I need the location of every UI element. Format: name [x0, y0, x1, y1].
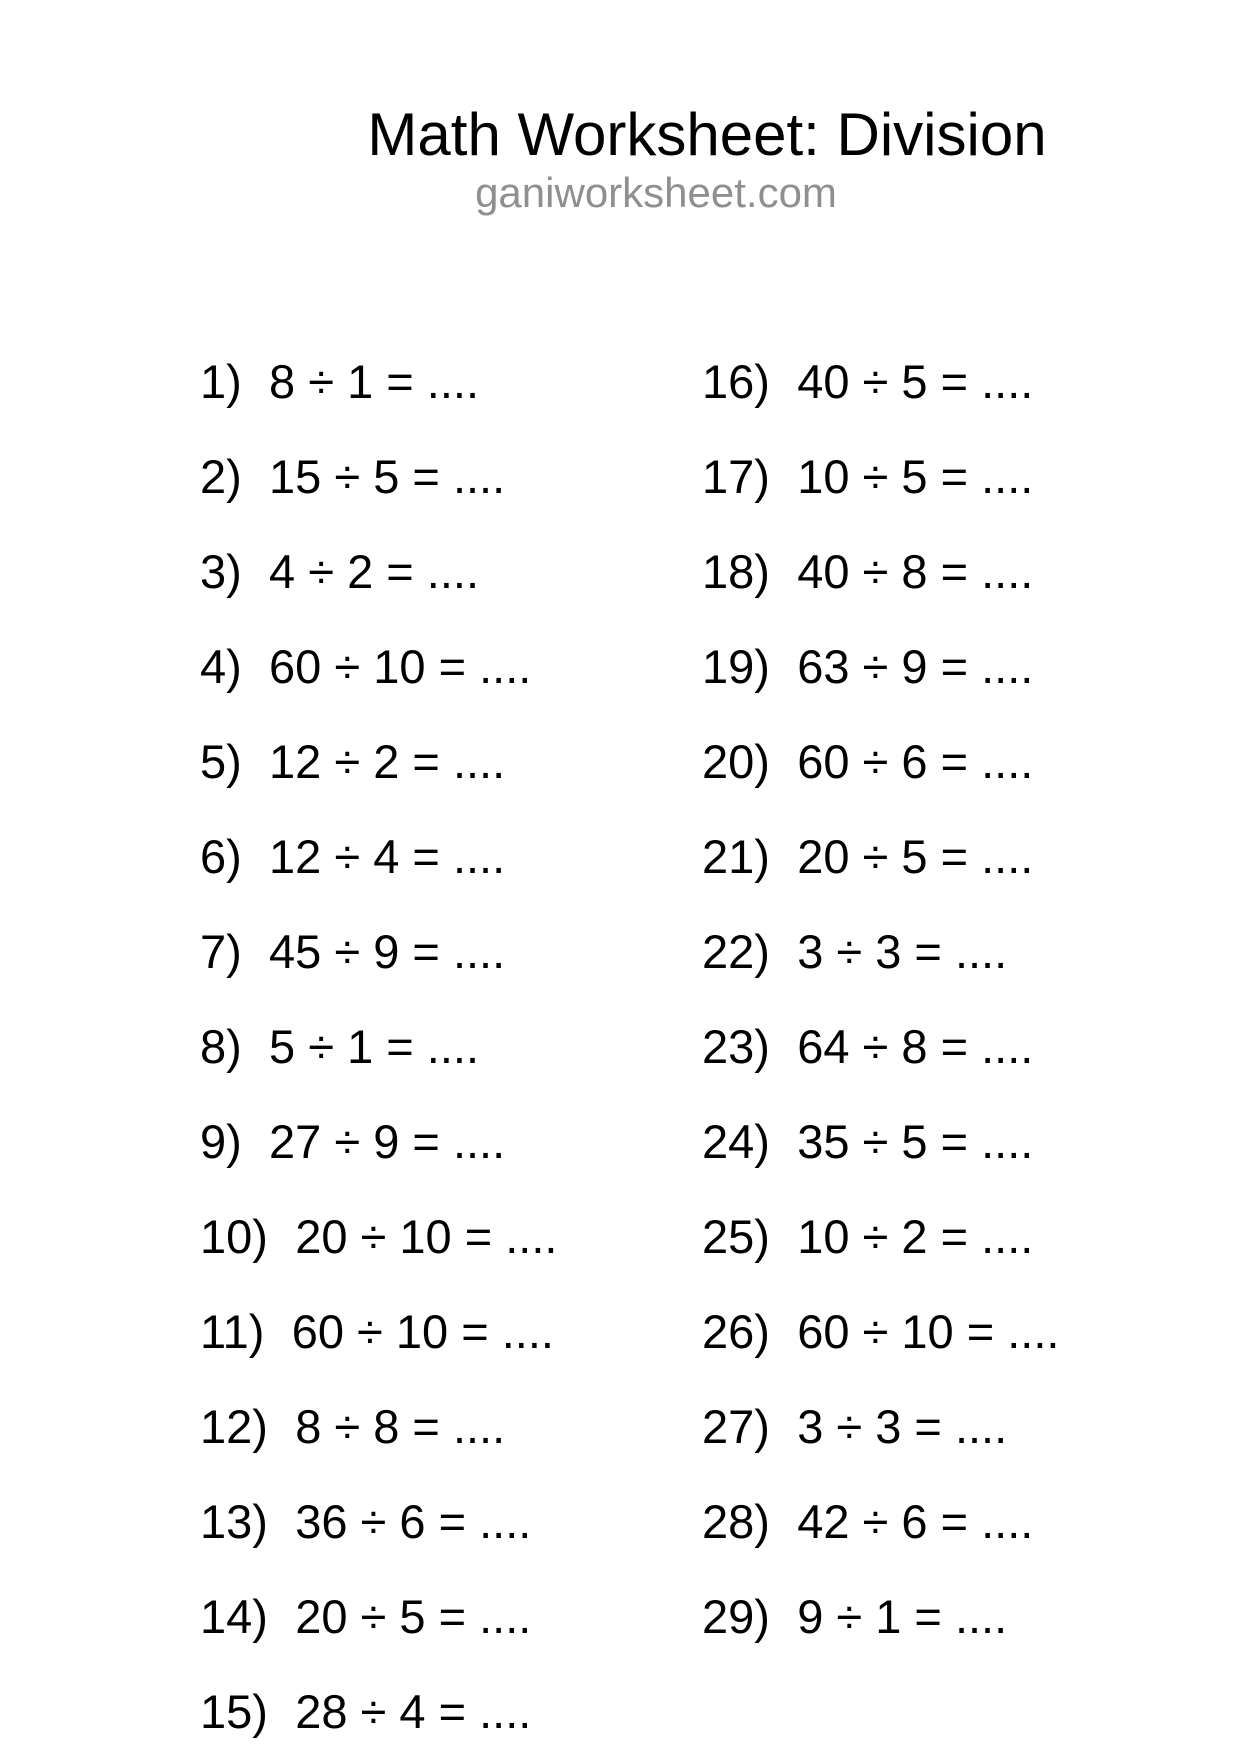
problem-row — [200, 429, 557, 524]
problem-row — [200, 809, 557, 904]
problem-number: 21) — [702, 830, 770, 883]
problem-number: 1) — [200, 355, 242, 408]
problem-expression: 27 ÷ 9 = .... — [269, 1115, 506, 1168]
problem-expression: 3 ÷ 3 = .... — [797, 925, 1008, 978]
problem-row — [200, 714, 557, 809]
problem-row — [702, 1284, 1059, 1379]
problem-row — [702, 809, 1059, 904]
problem-expression: 12 ÷ 4 = .... — [269, 830, 506, 883]
problem-row — [200, 904, 557, 999]
problem-row — [702, 429, 1059, 524]
problem-expression: 35 ÷ 5 = .... — [797, 1115, 1034, 1168]
problem-expression: 4 ÷ 2 = .... — [269, 545, 480, 598]
problem-number: 27) — [702, 1400, 770, 1453]
problem-number: 29) — [702, 1590, 770, 1643]
problem-expression: 9 ÷ 1 = .... — [797, 1590, 1008, 1643]
problem-row — [702, 999, 1059, 1094]
problem-number: 8) — [200, 1020, 242, 1073]
problem-row — [702, 714, 1059, 809]
problem-expression: 40 ÷ 5 = .... — [797, 355, 1034, 408]
problem-row — [200, 1189, 557, 1284]
problem-row — [200, 1664, 557, 1754]
problem-expression: 60 ÷ 6 = .... — [797, 735, 1034, 788]
problem-number: 24) — [702, 1115, 770, 1168]
problem-number: 3) — [200, 545, 242, 598]
problem-number: 14) — [200, 1590, 268, 1643]
website-text: ganiworksheet.com — [475, 169, 837, 216]
problem-expression: 36 ÷ 6 = .... — [295, 1495, 532, 1548]
problem-number: 12) — [200, 1400, 268, 1453]
problem-row — [702, 1379, 1059, 1474]
problem-row — [200, 999, 557, 1094]
problem-row — [702, 904, 1059, 999]
problem-number: 28) — [702, 1495, 770, 1548]
problem-expression: 20 ÷ 5 = .... — [797, 830, 1034, 883]
problem-expression: 45 ÷ 9 = .... — [269, 925, 506, 978]
problem-row — [200, 1569, 557, 1664]
problem-expression: 60 ÷ 10 = .... — [269, 640, 532, 693]
problems-column-left — [200, 334, 557, 1754]
problem-expression: 60 ÷ 10 = .... — [291, 1305, 554, 1358]
problem-number: 13) — [200, 1495, 268, 1548]
problem-expression: 12 ÷ 2 = .... — [269, 735, 506, 788]
problem-row — [200, 619, 557, 714]
problem-number: 15) — [200, 1685, 268, 1738]
problem-expression: 20 ÷ 10 = .... — [295, 1210, 558, 1263]
problem-expression: 5 ÷ 1 = .... — [269, 1020, 480, 1073]
problem-number: 25) — [702, 1210, 770, 1263]
problem-expression: 42 ÷ 6 = .... — [797, 1495, 1034, 1548]
problem-row — [200, 1094, 557, 1189]
problem-expression: 8 ÷ 1 = .... — [269, 355, 480, 408]
problem-number: 20) — [702, 735, 770, 788]
problem-row — [702, 524, 1059, 619]
problem-expression: 8 ÷ 8 = .... — [295, 1400, 506, 1453]
worksheet-title: Math Worksheet: Division — [367, 101, 1047, 168]
problem-number: 19) — [702, 640, 770, 693]
problem-expression: 40 ÷ 8 = .... — [797, 545, 1034, 598]
problem-expression: 20 ÷ 5 = .... — [295, 1590, 532, 1643]
problem-row — [200, 1474, 557, 1569]
problem-row — [702, 1569, 1059, 1664]
problem-row — [702, 1094, 1059, 1189]
problem-expression: 63 ÷ 9 = .... — [797, 640, 1034, 693]
problem-expression: 10 ÷ 2 = .... — [797, 1210, 1034, 1263]
problem-row — [702, 1474, 1059, 1569]
problems-column-right — [702, 334, 1059, 1664]
problem-number: 10) — [200, 1210, 268, 1263]
problem-number: 26) — [702, 1305, 770, 1358]
problem-number: 11) — [200, 1305, 265, 1358]
problem-expression: 10 ÷ 5 = .... — [797, 450, 1034, 503]
problem-number: 9) — [200, 1115, 242, 1168]
problem-expression: 28 ÷ 4 = .... — [295, 1685, 532, 1738]
problem-expression: 64 ÷ 8 = .... — [797, 1020, 1034, 1073]
problem-number: 23) — [702, 1020, 770, 1073]
problem-number: 17) — [702, 450, 770, 503]
problem-number: 7) — [200, 925, 242, 978]
problem-row — [702, 334, 1059, 429]
problem-number: 5) — [200, 735, 242, 788]
problem-expression: 60 ÷ 10 = .... — [797, 1305, 1060, 1358]
problem-row — [200, 1379, 557, 1474]
problem-row — [702, 619, 1059, 714]
problem-expression: 3 ÷ 3 = .... — [797, 1400, 1008, 1453]
problem-expression: 15 ÷ 5 = .... — [269, 450, 506, 503]
problem-row — [200, 524, 557, 619]
problem-number: 16) — [702, 355, 770, 408]
problem-row — [702, 1189, 1059, 1284]
problem-number: 4) — [200, 640, 242, 693]
problem-row — [200, 1284, 557, 1379]
problem-number: 18) — [702, 545, 770, 598]
problem-row — [200, 334, 557, 429]
problem-number: 2) — [200, 450, 242, 503]
problem-number: 6) — [200, 830, 242, 883]
problem-number: 22) — [702, 925, 770, 978]
